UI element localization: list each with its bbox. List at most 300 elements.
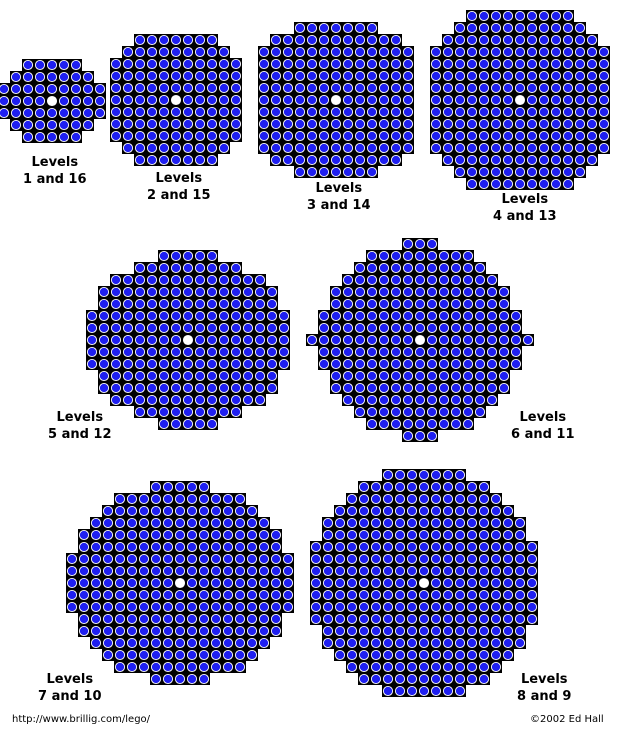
stud <box>431 131 440 140</box>
stud <box>463 251 472 260</box>
stud <box>523 335 532 344</box>
stud <box>111 395 120 404</box>
stud <box>371 482 380 491</box>
stud <box>427 395 436 404</box>
stud <box>443 47 452 56</box>
stud <box>355 23 364 32</box>
stud <box>443 614 452 623</box>
stud <box>443 686 452 695</box>
stud <box>467 35 476 44</box>
stud <box>211 590 220 599</box>
stud <box>419 626 428 635</box>
stud <box>463 359 472 368</box>
stud <box>11 72 20 81</box>
stud <box>323 566 332 575</box>
stud <box>467 482 476 491</box>
stud <box>479 179 488 188</box>
stud <box>271 578 280 587</box>
stud <box>271 59 280 68</box>
stud <box>503 179 512 188</box>
stud <box>283 47 292 56</box>
stud <box>587 59 596 68</box>
stud <box>383 686 392 695</box>
stud <box>235 614 244 623</box>
stud <box>563 143 572 152</box>
stud <box>383 626 392 635</box>
stud <box>379 407 388 416</box>
stud <box>259 638 268 647</box>
stud <box>79 542 88 551</box>
stud <box>199 590 208 599</box>
stud <box>223 494 232 503</box>
stud <box>367 251 376 260</box>
stud <box>355 83 364 92</box>
stud <box>403 323 412 332</box>
stud <box>99 335 108 344</box>
stud <box>371 662 380 671</box>
stud <box>491 506 500 515</box>
stud <box>403 383 412 392</box>
stud <box>187 530 196 539</box>
stud <box>59 120 68 129</box>
stud <box>175 638 184 647</box>
stud <box>111 83 120 92</box>
stud <box>235 554 244 563</box>
stud <box>403 371 412 380</box>
stud <box>491 131 500 140</box>
stud <box>171 35 180 44</box>
stud <box>431 506 440 515</box>
stud <box>111 371 120 380</box>
stud <box>355 359 364 368</box>
stud <box>563 119 572 128</box>
stud <box>539 35 548 44</box>
stud <box>439 287 448 296</box>
stud <box>159 311 168 320</box>
stud <box>195 275 204 284</box>
stud <box>499 323 508 332</box>
stud <box>343 83 352 92</box>
stud <box>491 119 500 128</box>
stud <box>175 554 184 563</box>
stud <box>271 614 280 623</box>
stud <box>391 83 400 92</box>
stud <box>163 506 172 515</box>
stud <box>219 275 228 284</box>
stud <box>331 299 340 308</box>
stud <box>319 107 328 116</box>
stud <box>391 287 400 296</box>
stud <box>575 35 584 44</box>
stud <box>419 602 428 611</box>
stud <box>195 155 204 164</box>
stud <box>187 578 196 587</box>
label-levels-6-11: Levels 6 and 11 <box>511 410 575 442</box>
stud <box>295 119 304 128</box>
stud <box>395 686 404 695</box>
stud <box>219 119 228 128</box>
stud <box>451 419 460 428</box>
stud <box>343 287 352 296</box>
stud <box>491 167 500 176</box>
stud <box>219 323 228 332</box>
stud <box>183 371 192 380</box>
stud <box>271 35 280 44</box>
stud <box>479 494 488 503</box>
stud <box>383 482 392 491</box>
stud <box>467 602 476 611</box>
stud <box>307 71 316 80</box>
stud <box>527 83 536 92</box>
stud <box>311 590 320 599</box>
stud <box>231 359 240 368</box>
stud <box>207 47 216 56</box>
stud <box>479 518 488 527</box>
stud <box>379 299 388 308</box>
stud <box>259 566 268 575</box>
stud <box>455 554 464 563</box>
stud <box>455 530 464 539</box>
stud <box>115 626 124 635</box>
stud <box>479 626 488 635</box>
stud <box>231 119 240 128</box>
stud <box>199 614 208 623</box>
stud <box>379 287 388 296</box>
stud <box>127 506 136 515</box>
stud <box>575 143 584 152</box>
stud <box>467 11 476 20</box>
stud <box>123 95 132 104</box>
stud <box>135 323 144 332</box>
stud <box>319 83 328 92</box>
stud <box>503 119 512 128</box>
stud <box>551 143 560 152</box>
stud <box>427 263 436 272</box>
stud <box>71 120 80 129</box>
stud <box>419 542 428 551</box>
stud <box>183 311 192 320</box>
stud <box>527 107 536 116</box>
stud <box>551 83 560 92</box>
stud <box>395 542 404 551</box>
stud <box>599 59 608 68</box>
stud <box>195 383 204 392</box>
stud <box>415 347 424 356</box>
stud <box>199 650 208 659</box>
stud <box>207 83 216 92</box>
stud <box>527 131 536 140</box>
stud <box>199 506 208 515</box>
stud <box>91 530 100 539</box>
stud <box>235 590 244 599</box>
stud <box>255 311 264 320</box>
stud <box>563 47 572 56</box>
stud <box>147 383 156 392</box>
stud <box>415 299 424 308</box>
stud <box>419 470 428 479</box>
stud <box>431 662 440 671</box>
stud <box>223 542 232 551</box>
stud <box>475 395 484 404</box>
stud <box>147 263 156 272</box>
stud <box>499 299 508 308</box>
stud <box>163 614 172 623</box>
stud <box>207 311 216 320</box>
stud <box>367 371 376 380</box>
stud <box>479 143 488 152</box>
stud <box>427 275 436 284</box>
stud <box>115 506 124 515</box>
stud <box>135 335 144 344</box>
stud <box>71 96 80 105</box>
stud <box>367 83 376 92</box>
stud <box>367 275 376 284</box>
stud <box>367 395 376 404</box>
stud <box>255 371 264 380</box>
stud <box>163 518 172 527</box>
stud <box>335 614 344 623</box>
stud <box>503 155 512 164</box>
stud <box>319 167 328 176</box>
stud <box>355 155 364 164</box>
stud <box>271 143 280 152</box>
stud <box>271 155 280 164</box>
stud <box>479 578 488 587</box>
stud <box>59 96 68 105</box>
grid-levels-6-11 <box>306 238 534 442</box>
stud <box>575 131 584 140</box>
stud <box>479 530 488 539</box>
stud <box>491 23 500 32</box>
stud <box>127 638 136 647</box>
stud <box>355 347 364 356</box>
stud <box>359 614 368 623</box>
stud <box>343 299 352 308</box>
stud <box>383 578 392 587</box>
stud <box>403 71 412 80</box>
stud <box>491 530 500 539</box>
stud <box>419 554 428 563</box>
stud <box>367 47 376 56</box>
stud <box>35 96 44 105</box>
stud <box>159 323 168 332</box>
stud <box>443 59 452 68</box>
stud <box>455 35 464 44</box>
stud <box>491 494 500 503</box>
stud <box>491 614 500 623</box>
stud <box>467 674 476 683</box>
stud <box>467 179 476 188</box>
stud <box>407 686 416 695</box>
stud <box>59 132 68 141</box>
stud <box>443 155 452 164</box>
stud <box>163 626 172 635</box>
stud <box>319 131 328 140</box>
stud <box>599 131 608 140</box>
stud <box>139 494 148 503</box>
stud <box>551 167 560 176</box>
stud <box>255 383 264 392</box>
stud <box>195 59 204 68</box>
stud <box>331 71 340 80</box>
stud <box>439 395 448 404</box>
stud <box>355 167 364 176</box>
stud <box>103 506 112 515</box>
stud <box>355 59 364 68</box>
stud <box>431 83 440 92</box>
stud <box>159 383 168 392</box>
label-levels-3-14: Levels 3 and 14 <box>307 181 371 213</box>
stud <box>503 518 512 527</box>
stud <box>419 650 428 659</box>
stud <box>487 371 496 380</box>
stud <box>231 407 240 416</box>
stud <box>0 84 9 93</box>
stud <box>359 518 368 527</box>
stud <box>467 83 476 92</box>
stud <box>515 107 524 116</box>
stud <box>367 155 376 164</box>
stud <box>159 71 168 80</box>
stud <box>371 674 380 683</box>
stud <box>319 35 328 44</box>
stud <box>151 554 160 563</box>
stud <box>491 566 500 575</box>
stud <box>479 674 488 683</box>
stud <box>87 323 96 332</box>
stud <box>255 287 264 296</box>
stud <box>283 155 292 164</box>
stud <box>443 107 452 116</box>
stud <box>159 251 168 260</box>
stud <box>355 263 364 272</box>
stud <box>343 71 352 80</box>
stud <box>271 542 280 551</box>
stud <box>307 23 316 32</box>
stud <box>23 132 32 141</box>
stud <box>379 155 388 164</box>
stud <box>407 602 416 611</box>
stud <box>123 107 132 116</box>
stud <box>147 47 156 56</box>
stud <box>427 407 436 416</box>
stud <box>515 602 524 611</box>
stud <box>23 72 32 81</box>
stud <box>91 578 100 587</box>
center-hole <box>419 578 428 587</box>
stud <box>455 470 464 479</box>
stud <box>207 131 216 140</box>
stud <box>123 395 132 404</box>
stud <box>267 359 276 368</box>
stud <box>403 395 412 404</box>
stud <box>127 494 136 503</box>
stud <box>183 263 192 272</box>
stud <box>79 602 88 611</box>
stud <box>415 407 424 416</box>
stud <box>319 47 328 56</box>
stud <box>491 83 500 92</box>
footer-url[interactable]: http://www.brillig.com/lego/ <box>12 714 151 725</box>
stud <box>431 614 440 623</box>
stud <box>135 143 144 152</box>
stud <box>475 287 484 296</box>
stud <box>183 287 192 296</box>
stud <box>111 119 120 128</box>
stud <box>259 578 268 587</box>
stud <box>367 143 376 152</box>
stud <box>379 83 388 92</box>
stud <box>419 614 428 623</box>
stud <box>283 566 292 575</box>
center-hole <box>415 335 424 344</box>
stud <box>415 431 424 440</box>
stud <box>247 578 256 587</box>
stud <box>135 359 144 368</box>
stud <box>279 311 288 320</box>
stud <box>539 23 548 32</box>
stud <box>539 179 548 188</box>
stud <box>115 542 124 551</box>
stud <box>551 35 560 44</box>
stud <box>183 35 192 44</box>
stud <box>323 626 332 635</box>
stud <box>347 494 356 503</box>
stud <box>479 131 488 140</box>
stud <box>11 84 20 93</box>
stud <box>407 482 416 491</box>
stud <box>575 95 584 104</box>
stud <box>355 371 364 380</box>
stud <box>407 506 416 515</box>
stud <box>443 119 452 128</box>
stud <box>103 554 112 563</box>
stud <box>359 674 368 683</box>
stud <box>271 626 280 635</box>
stud <box>443 602 452 611</box>
stud <box>431 518 440 527</box>
stud <box>407 590 416 599</box>
stud <box>395 494 404 503</box>
stud <box>231 287 240 296</box>
stud <box>431 143 440 152</box>
stud <box>23 120 32 129</box>
stud <box>323 614 332 623</box>
stud <box>391 47 400 56</box>
stud <box>147 359 156 368</box>
stud <box>71 72 80 81</box>
stud <box>87 311 96 320</box>
stud <box>343 155 352 164</box>
stud <box>475 263 484 272</box>
stud <box>207 119 216 128</box>
stud <box>195 251 204 260</box>
stud <box>443 482 452 491</box>
stud <box>343 371 352 380</box>
stud <box>243 299 252 308</box>
stud <box>135 347 144 356</box>
stud <box>419 494 428 503</box>
stud <box>307 335 316 344</box>
stud <box>127 626 136 635</box>
stud <box>491 47 500 56</box>
stud <box>383 506 392 515</box>
stud <box>71 132 80 141</box>
stud <box>539 59 548 68</box>
stud <box>451 347 460 356</box>
stud <box>199 674 208 683</box>
stud <box>427 347 436 356</box>
